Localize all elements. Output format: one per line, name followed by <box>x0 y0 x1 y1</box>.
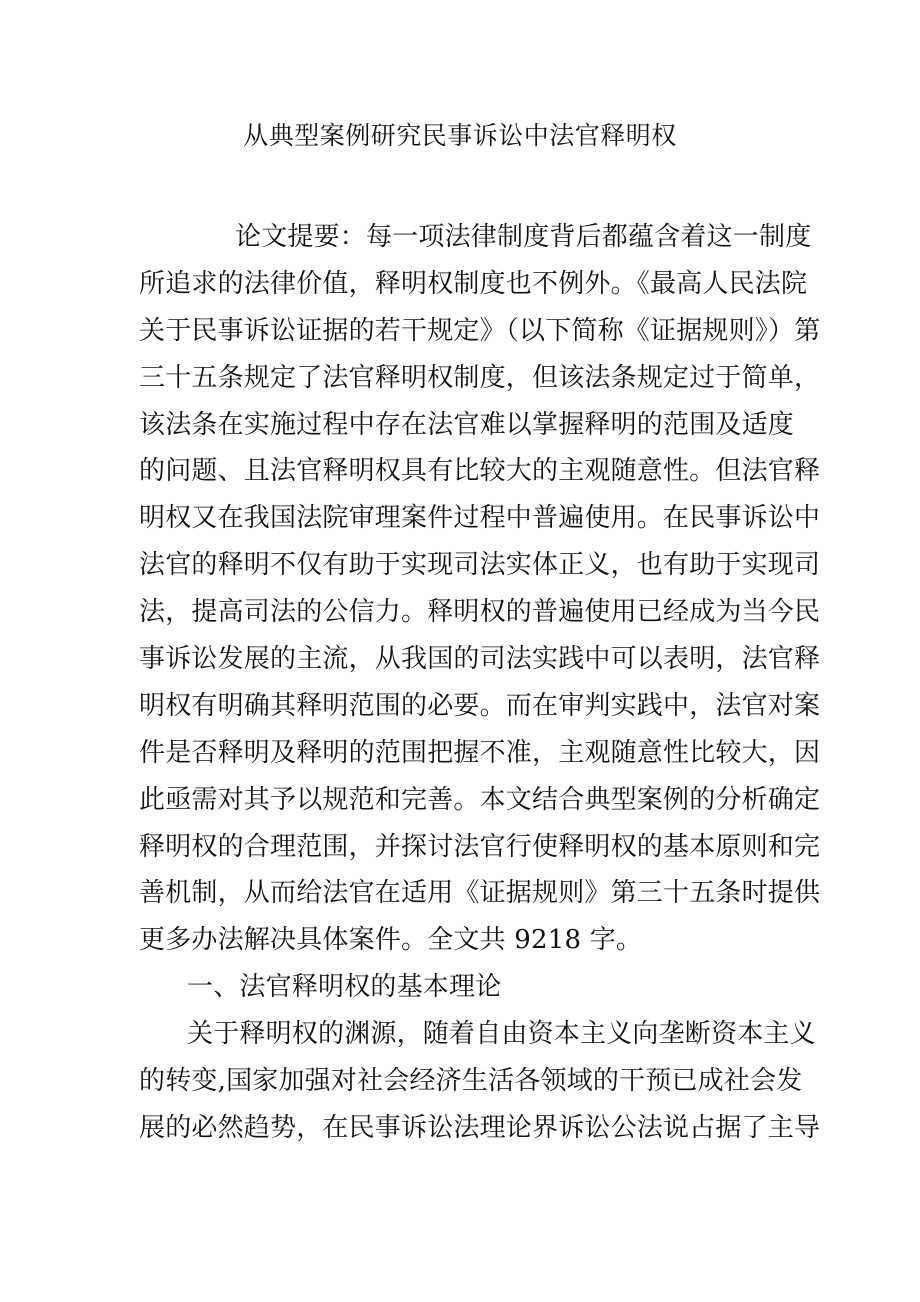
abstract-line-7: 明权又在我国法院审理案件过程中普遍使用。在民事诉讼中 <box>139 503 821 534</box>
abstract-line-16: 更多办法解决具体案件。全文共 9218 字。 <box>139 925 643 956</box>
abstract-line-2: 所追求的法律价值，释明权制度也不例外。《最高人民法院 <box>139 268 808 299</box>
abstract-line-1: 论文提要：每一项法律制度背后都蕴含着这一制度 <box>235 222 812 252</box>
paragraph-line-1: 关于释明权的渊源，随着自由资本主义向垄断资本主义 <box>187 1019 816 1050</box>
abstract-line-5: 该法条在实施过程中存在法官难以掌握释明的范围及适度 <box>139 409 795 440</box>
abstract-line-8: 法官的释明不仅有助于实现司法实体正义，也有助于实现司 <box>139 550 821 581</box>
abstract-line-4: 三十五条规定了法官释明权制度，但该法条规定过于简单， <box>139 362 821 393</box>
abstract-line-6: 的问题、且法官释明权具有比较大的主观随意性。但法官释 <box>139 456 821 487</box>
paragraph-line-2: 的转变,国家加强对社会经济生活各领域的干预已成社会发 <box>139 1066 803 1097</box>
abstract-line-12: 件是否释明及释明的范围把握不准，主观随意性比较大，因 <box>139 737 821 768</box>
document-body <box>139 214 821 1152</box>
abstract-line-15: 善机制，从而给法官在适用《证据规则》第三十五条时提供 <box>139 878 821 909</box>
paragraph-line-3: 展的必然趋势，在民事诉讼法理论界诉讼公法说占据了主导 <box>139 1112 821 1143</box>
abstract-line-10: 事诉讼发展的主流，从我国的司法实践中可以表明，法官释 <box>139 644 821 675</box>
abstract-line-14: 释明权的合理范围，并探讨法官行使释明权的基本原则和完 <box>139 831 821 862</box>
abstract-line-11: 明权有明确其释明范围的必要。而在审判实践中，法官对案 <box>139 690 821 721</box>
document-title: 从典型案例研究民事诉讼中法官释明权 <box>243 121 677 150</box>
section-heading: 一、法官释明权的基本理论 <box>187 972 502 1003</box>
abstract-line-13: 此亟需对其予以规范和完善。本文结合典型案例的分析确定 <box>139 784 821 815</box>
abstract-line-3: 关于民事诉讼证据的若干规定》（以下简称《证据规则》）第 <box>139 315 821 346</box>
abstract-line-9: 法，提高司法的公信力。释明权的普遍使用已经成为当今民 <box>139 597 821 628</box>
